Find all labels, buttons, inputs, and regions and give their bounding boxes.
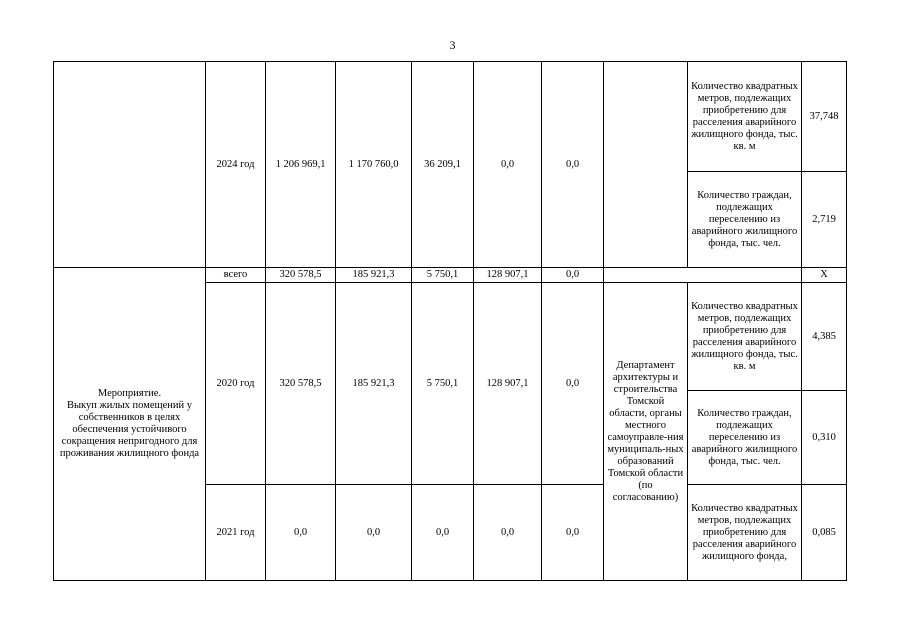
total-cell: 320 578,5 — [266, 268, 336, 283]
indicator-label: Количество граждан, подлежащих переселению из аварийного жилищного фонда, тыс. чел. — [688, 391, 802, 485]
indicator-value: 4,385 — [802, 283, 847, 391]
table-row — [54, 268, 847, 283]
regional-cell: 36 209,1 — [412, 62, 474, 268]
extra-cell: 0,0 — [542, 268, 604, 283]
indicator-value: 2,719 — [802, 172, 847, 268]
federal-cell: 1 170 760,0 — [336, 62, 412, 268]
indicator-label: Количество граждан, подлежащих переселению из аварийного жилищного фонда, тыс. чел. — [688, 172, 802, 268]
indicator-value: 0,085 — [802, 485, 847, 581]
responsible-cell-empty — [604, 268, 802, 283]
mark-cell: X — [802, 268, 847, 283]
period-cell: 2021 год — [206, 485, 266, 581]
total-cell: 320 578,5 — [266, 283, 336, 485]
regional-cell: 0,0 — [412, 485, 474, 581]
period-cell: 2020 год — [206, 283, 266, 485]
measure-cell-empty — [54, 62, 206, 268]
extra-cell: 0,0 — [542, 485, 604, 581]
indicator-value: 37,748 — [802, 62, 847, 172]
extra-cell: 0,0 — [542, 283, 604, 485]
total-cell: 0,0 — [266, 485, 336, 581]
indicator-label: Количество квадратных метров, подлежащих приобретению для расселения аварийного жилищного фонда, — [688, 485, 802, 581]
period-cell: всего — [206, 268, 266, 283]
responsible-cell-empty — [604, 62, 688, 268]
federal-cell: 185 921,3 — [336, 268, 412, 283]
responsible-cell: Департамент архитектуры и строительства Томской области, органы местного самоуправле-ния муниципаль-ных образований Томской области (по согласованию) — [604, 283, 688, 581]
measure-cell — [54, 268, 206, 581]
regional-cell: 5 750,1 — [412, 283, 474, 485]
federal-cell: 185 921,3 — [336, 283, 412, 485]
indicator-value: 0,310 — [802, 391, 847, 485]
period-cell: 2024 год — [206, 62, 266, 268]
federal-cell: 0,0 — [336, 485, 412, 581]
local-cell: 0,0 — [474, 62, 542, 268]
regional-cell: 5 750,1 — [412, 268, 474, 283]
measure-text: Выкуп жилых помещений у собственников в целях обеспечения устойчивого сокращения непригодного для проживания жилищного фонда — [59, 400, 200, 459]
table-row — [54, 62, 847, 172]
local-cell: 0,0 — [474, 485, 542, 581]
local-cell: 128 907,1 — [474, 283, 542, 485]
extra-cell: 0,0 — [542, 62, 604, 268]
indicator-label: Количество квадратных метров, подлежащих приобретению для расселения аварийного жилищного фонда, тыс. кв. м — [688, 62, 802, 172]
total-cell: 1 206 969,1 — [266, 62, 336, 268]
measure-title: Мероприятие. — [97, 388, 162, 399]
program-table — [53, 61, 847, 581]
indicator-label: Количество квадратных метров, подлежащих приобретению для расселения аварийного жилищного фонда, тыс. кв. м — [688, 283, 802, 391]
local-cell: 128 907,1 — [474, 268, 542, 283]
page-number: 3 — [449, 38, 456, 52]
